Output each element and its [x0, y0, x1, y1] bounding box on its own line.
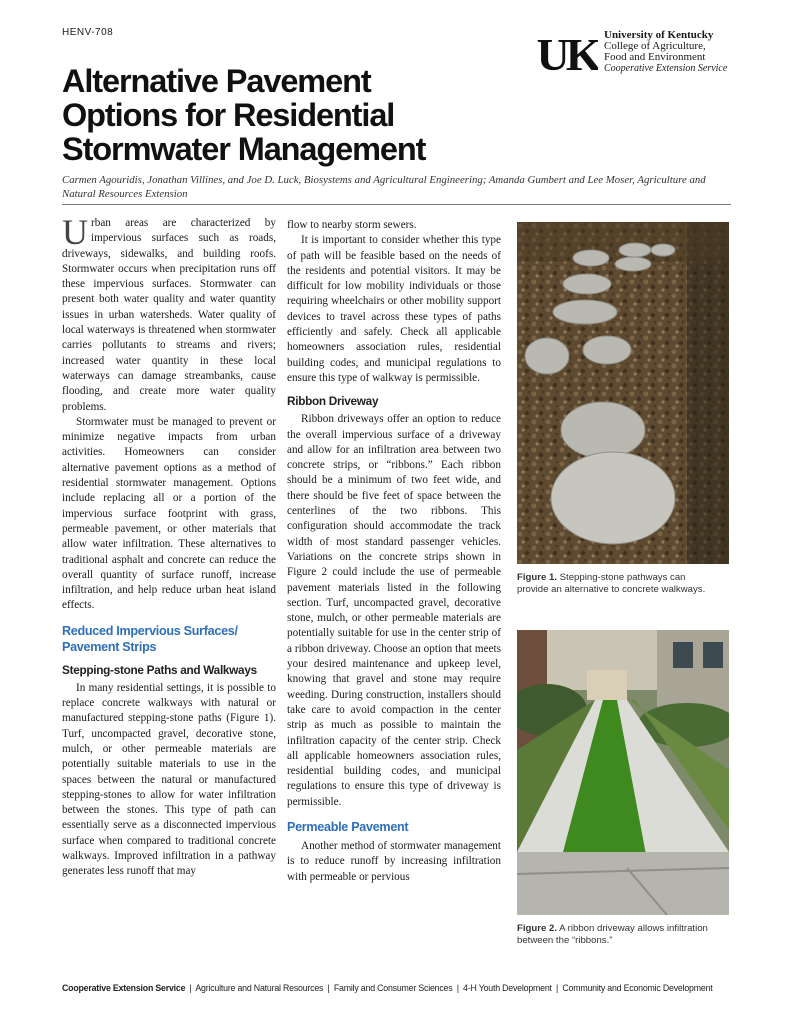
footer-item-agriculture: Agriculture and Natural Resources — [195, 983, 324, 993]
figure-1-photo — [517, 222, 729, 564]
footer-item-community: Community and Economic Development — [562, 983, 713, 993]
figure-1-caption-text: Stepping-stone pathways can provide an alternative to concrete walkways. — [517, 572, 706, 595]
document-title — [62, 64, 542, 166]
intro-paragraph — [62, 212, 276, 415]
paragraph-stepping-stone: In many residential settings, it is possible to replace concrete walkways with natural or manufactured stepping-stone paths (Figure 1). Turf, uncompacted gravel, decorative stone, mulch, or other permeable materials are potentially suitable materials to use in the spaces between the natural or manufactured stepping-stones to allow for water infiltration between the stones. This type of path can essentially serve as a disconnected impervious surface when compared to traditional concrete walkways. Improved infiltration in a pathway generates less runoff that may — [62, 681, 276, 878]
paragraph-stormwater: Stormwater must be managed to prevent or minimize negative impacts from urban activities. Homeowners can consider alternative pavement options as a method of residential stormwater management. Options include replacing all or a portion of the impervious surface footprint with grass, permeable pavement, or other materials that allow water infiltration. These alternatives to traditional asphalt and concrete can reduce the overall quantity of surface runoff, increase infiltration, and help reduce urban heat island effects. — [62, 415, 276, 612]
intro-text: rban areas are characterized by impervious surfaces such as roads, driveways, sidewalks, and building roofs. Stormwater occurs when precipitation runs off these impervious surfaces. Stormwater can present both water quality and water quantity issues in urban watersheds. Water quality of local waterways is threatened when stormwater carries pollutants to streams and rivers; increased water quantity in these local waterways can damage streambanks, cause flooding, and create more water quality problems. — [62, 217, 276, 413]
heading-reduced-line-1: Reduced Impervious Surfaces/ — [62, 623, 238, 638]
header-divider — [62, 204, 731, 205]
text-column-1 — [62, 212, 276, 880]
figure-2-photo — [517, 630, 729, 915]
college-line-1: College of Agriculture, — [604, 40, 706, 52]
ribbon-driveway-illustration — [517, 630, 729, 915]
authors: Carmen Agouridis, Jonathan Villines, and Joe D. Luck, Biosystems and Agricultural Engineering; Amanda Gumbert and Lee Moser, Agriculture and Natural Resources Extension — [62, 174, 706, 200]
figure-1-label: Figure 1. — [517, 572, 557, 583]
footer-separator: | — [456, 983, 459, 993]
footer-item-4h: 4-H Youth Development — [463, 983, 552, 993]
figure-2-caption-text: A ribbon driveway allows infiltration between the “ribbons.” — [517, 923, 708, 946]
footer-separator: | — [556, 983, 559, 993]
stepping-stone-path-illustration — [517, 222, 729, 564]
paragraph-permeable-pavement: Another method of stormwater management is to reduce runoff by increasing infiltration with permeable or pervious — [287, 839, 501, 883]
uk-logo-text: UK — [536, 30, 598, 76]
paragraph-continued: flow to nearby storm sewers. — [287, 219, 417, 231]
drop-cap: U — [62, 212, 88, 252]
heading-reduced-impervious — [62, 623, 276, 655]
figure-2-caption — [517, 923, 727, 947]
figure-1-caption — [517, 572, 717, 596]
title-line-2: Options for Residential — [62, 97, 395, 133]
footer-separator: | — [189, 983, 192, 993]
college-line-2: Food and Environment — [604, 51, 706, 63]
title-line-1: Alternative Pavement — [62, 63, 371, 99]
title-line-3: Stormwater Management — [62, 131, 426, 167]
heading-ribbon-driveway: Ribbon Driveway — [287, 394, 379, 409]
heading-stepping-stone: Stepping-stone Paths and Walkways — [62, 662, 257, 677]
footer — [62, 983, 742, 993]
footer-item-extension: Cooperative Extension Service — [62, 983, 186, 993]
paragraph-ribbon-driveway: Ribbon driveways offer an option to reduce the overall impervious surface of a driveway and allow for an infiltration area between two concrete strips, or “ribbons.” Each ribbon should be a minimum of two feet wide, and there should be five feet of space between the centerlines of the two ribbons. This configuration should accommodate the track width of most standard passenger vehicles. Variations on the concrete strips shown in Figure 2 could include the use of permeable pavement materials listed in the following section. Turf, uncompacted gravel, decorative stone, mulch, or other permeable materials are potentially suitable for use in the center strip of a ribbon driveway. Choose an option that meets your desired maintenance and upkeep level, knowing that gravel and stone may require weeding. During construction, installers should take care to avoid compaction in the center strip as much as possible to maintain the infiltration capacity of the center strip. Check all applicable homeowners association rules, residential building codes, and municipal regulations to ensure this type of driveway is permissible. — [287, 413, 501, 808]
document-code: HENV-708 — [62, 27, 114, 38]
university-name: University of Kentucky — [604, 29, 714, 41]
footer-item-family: Family and Consumer Sciences — [333, 983, 453, 993]
uk-logo — [536, 30, 598, 76]
footer-separator: | — [327, 983, 330, 993]
paragraph-feasibility: It is important to consider whether this type of path will be feasible based on the needs of the residents and potential visitors. It may be difficult for low mobility individuals or those requiring wheelchairs or other mobility support devices to travel across these types of paths efficiently and safely. Check all applicable homeowners association rules, residential building codes, and municipal regulations to ensure this type of walkway is permissible. — [287, 234, 501, 384]
heading-reduced-line-2: Pavement Strips — [62, 639, 157, 654]
extension-service: Cooperative Extension Service — [604, 63, 728, 74]
figure-2-label: Figure 2. — [517, 923, 557, 934]
institution-block — [604, 30, 727, 74]
text-column-2 — [287, 218, 501, 885]
heading-permeable-pavement: Permeable Pavement — [287, 819, 409, 834]
